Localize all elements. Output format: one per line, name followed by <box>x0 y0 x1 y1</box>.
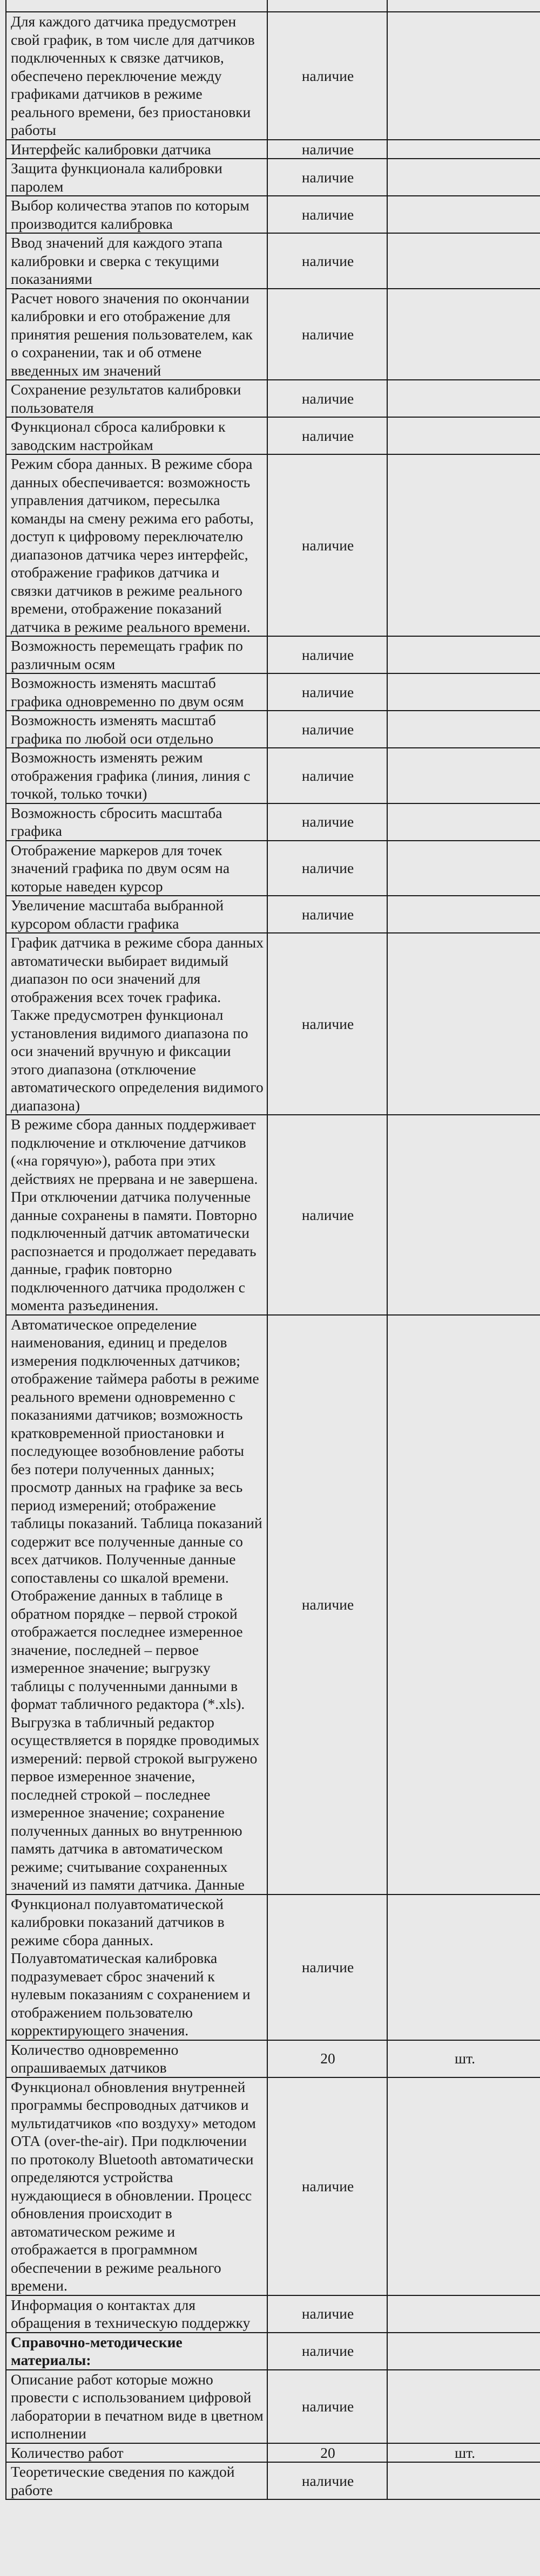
table-row <box>6 1115 540 1315</box>
description-text: Режим сбора данных. В режиме сбора данных обеспечивается: возможность управления датчиком, пересылка команды на смену режима его работы, доступ к цифровому переключателю диапазонов датчика через интерфейс, отображение графиков датчика и связки датчиков в режиме реального времени, отображение показаний датчика в режиме реального времени. <box>11 455 254 635</box>
value-cell: наличие <box>267 289 387 380</box>
value-cell: наличие <box>267 2295 387 2333</box>
description-text: Интерфейс калибровки датчика <box>11 140 211 158</box>
description-text: Функционал сброса калибровки к заводским настройкам <box>11 418 226 453</box>
description-cell <box>6 2370 267 2443</box>
value-cell: наличие <box>267 636 387 673</box>
unit-cell <box>387 0 540 12</box>
table-row <box>6 2040 540 2077</box>
description-cell <box>6 1115 267 1315</box>
description-cell <box>6 140 267 159</box>
description-cell <box>6 454 267 636</box>
unit-cell <box>387 711 540 748</box>
value-cell: наличие <box>267 2462 387 2499</box>
unit-cell <box>387 2462 540 2499</box>
unit-cell <box>387 803 540 841</box>
unit-cell <box>387 748 540 803</box>
unit-cell <box>387 233 540 289</box>
table-row <box>6 2333 540 2370</box>
description-cell <box>6 12 267 140</box>
value-cell: наличие <box>267 933 387 1115</box>
description-cell <box>6 289 267 380</box>
description-text: В режиме сбора данных поддерживает подключение и отключение датчиков («на горячую»), работа при этих действиях не прервана и не завершена. При отключении датчика полученные данные сохранены в памяти. Повторно подключенный датчик автоматически распознается и продолжает передавать данные, график повторно подключенного датчика продолжен с момента разъединения. <box>11 1116 258 1313</box>
description-text: Автоматическое определение наименования, единиц и пределов измерения подключенных датчиков; отображение таймера работы в режиме реального времени одновременно с показаниями датчиков; возможность кратковременной приостановки и последующее возобновление работы без потери полученных данных; просмотр данных на графике за весь период измерений; отображение таблицы показаний. Таблица показаний содержит все полученные данные со всех датчиков. Полученные данные сопоставлены со шкалой времени. Отображение данных в таблице в обратном порядке – первой строкой отображается последнее измеренное значение, последней – первое измеренное значение; выгрузку таблицы с полученными данными в формат табличного редактора (*.xls). Выгрузка в табличный редактор осуществляется в порядке проводимых измерений: первой строкой выгружено первое измеренное значение, последней строкой – последнее измеренное значение; сохранение полученных данных во внутреннюю память датчика в автоматическом режиме; считывание сохраненных значений из памяти датчика. Данные <box>11 1316 262 1893</box>
value-cell <box>267 0 387 12</box>
table-row <box>6 711 540 748</box>
description-text: Описание работ которые можно провести с использованием цифровой лаборатории в печатном виде в цветном исполнении <box>11 2370 264 2442</box>
description-cell <box>6 1894 267 2040</box>
description-cell <box>6 2295 267 2333</box>
unit-cell <box>387 1115 540 1315</box>
value-cell: наличие <box>267 233 387 289</box>
table-row <box>6 289 540 380</box>
description-cell <box>6 748 267 803</box>
description-cell <box>6 933 267 1115</box>
description-text: Функционал обновления внутренней программы беспроводных датчиков и мультидатчиков «по воздуху» методом ОТА (over-the-air). При подключении по протоколу Bluetooth автоматически определяются устройства нуждающиеся в обновлении. Процесс обновления происходит в автоматическом режиме и отображается в программном обеспечении в режиме реального времени. <box>11 2078 256 2294</box>
value-cell: наличие <box>267 748 387 803</box>
description-text: Для каждого датчика предусмотрен свой график, в том числе для датчиков подключенных к связке датчиков, обеспечено переключение между графиками датчиков в режиме реального времени, без приостановки работы <box>11 13 255 138</box>
unit-cell <box>387 933 540 1115</box>
table-row <box>6 673 540 711</box>
table-row <box>6 2295 540 2333</box>
value-cell: наличие <box>267 711 387 748</box>
description-text: Ввод значений для каждого этапа калибровки и сверка с текущими показаниями <box>11 234 222 287</box>
value-cell: наличие <box>267 2370 387 2443</box>
unit-cell <box>387 196 540 233</box>
table-row <box>6 233 540 289</box>
unit-cell <box>387 2333 540 2370</box>
unit-cell <box>387 673 540 711</box>
unit-cell <box>387 140 540 159</box>
unit-cell: шт. <box>387 2443 540 2463</box>
description-text: Увеличение масштаба выбранной курсором области графика <box>11 897 224 932</box>
value-cell: наличие <box>267 12 387 140</box>
description-cell <box>6 2462 267 2499</box>
table-row <box>6 933 540 1115</box>
table-row <box>6 159 540 196</box>
table-row <box>6 417 540 454</box>
unit-cell <box>387 159 540 196</box>
value-cell: наличие <box>267 1894 387 2040</box>
table-row <box>6 196 540 233</box>
description-text: Сохранение результатов калибровки пользователя <box>11 381 241 416</box>
description-cell <box>6 380 267 417</box>
table-row <box>6 140 540 159</box>
unit-cell <box>387 289 540 380</box>
table-row <box>6 380 540 417</box>
table-row <box>6 636 540 673</box>
description-text: Возможность изменять масштаб графика одновременно по двум осям <box>11 674 244 710</box>
value-cell: 20 <box>267 2443 387 2463</box>
description-cell <box>6 1315 267 1894</box>
unit-cell <box>387 380 540 417</box>
table-row <box>6 2370 540 2443</box>
unit-cell <box>387 2295 540 2333</box>
section-heading-cell <box>6 2333 267 2370</box>
description-text: Отображение маркеров для точек значений графика по двум осям на которые наведен курсор <box>11 841 230 895</box>
description-text: Информация о контактах для обращения в техническую поддержку <box>11 2296 251 2331</box>
table-row <box>6 896 540 933</box>
value-cell: наличие <box>267 1115 387 1315</box>
description-text: Расчет нового значения по окончании калибровки и его отображение для принятия решения пользователем, как о сохранении, так и об отмене введенных им значений <box>11 289 253 379</box>
value-cell: наличие <box>267 673 387 711</box>
specification-table <box>5 0 540 2500</box>
value-cell: 20 <box>267 2040 387 2077</box>
description-cell <box>6 2443 267 2463</box>
description-text: Количество работ <box>11 2444 124 2461</box>
table-row <box>6 1894 540 2040</box>
description-cell <box>6 711 267 748</box>
value-cell: наличие <box>267 380 387 417</box>
value-cell: наличие <box>267 454 387 636</box>
table-row <box>6 841 540 896</box>
description-text: Защита функционала калибровки паролем <box>11 160 222 195</box>
table-row <box>6 12 540 140</box>
table-row <box>6 2462 540 2499</box>
table-row <box>6 0 540 12</box>
description-cell <box>6 196 267 233</box>
value-cell: наличие <box>267 417 387 454</box>
description-text: Возможность перемещать график по различным осям <box>11 637 243 672</box>
unit-cell <box>387 2077 540 2295</box>
description-cell <box>6 673 267 711</box>
description-text: Выбор количества этапов по которым производится калибровка <box>11 197 249 232</box>
table-row <box>6 1315 540 1894</box>
description-text: Теоретические сведения по каждой работе <box>11 2463 235 2498</box>
value-cell: наличие <box>267 159 387 196</box>
description-text: Возможность изменять режим отображения графика (линия, линия с точкой, только точки) <box>11 749 251 802</box>
table-row <box>6 803 540 841</box>
unit-cell <box>387 2370 540 2443</box>
value-cell: наличие <box>267 2077 387 2295</box>
description-cell <box>6 2040 267 2077</box>
unit-cell <box>387 454 540 636</box>
table-row <box>6 2077 540 2295</box>
description-cell <box>6 159 267 196</box>
unit-cell <box>387 1315 540 1894</box>
value-cell: наличие <box>267 140 387 159</box>
description-cell <box>6 803 267 841</box>
unit-cell <box>387 417 540 454</box>
description-cell <box>6 636 267 673</box>
table-row <box>6 2443 540 2463</box>
specification-table-body <box>6 0 540 2499</box>
description-text: Функционал полуавтоматической калибровки показаний датчиков в режиме сбора данных. Полуавтоматическая калибровка подразумевает сброс значений к нулевым показаниям с сохранением и отображением пользователю корректирующего значения. <box>11 1895 251 2039</box>
unit-cell <box>387 1894 540 2040</box>
value-cell: наличие <box>267 196 387 233</box>
description-text: Возможность сбросить масштаба графика <box>11 804 222 839</box>
unit-cell: шт. <box>387 2040 540 2077</box>
value-cell: наличие <box>267 896 387 933</box>
value-cell: наличие <box>267 841 387 896</box>
value-cell: наличие <box>267 803 387 841</box>
description-cell <box>6 233 267 289</box>
table-row <box>6 454 540 636</box>
unit-cell <box>387 636 540 673</box>
unit-cell <box>387 12 540 140</box>
description-cell <box>6 2077 267 2295</box>
unit-cell <box>387 841 540 896</box>
description-text: График датчика в режиме сбора данных автоматически выбирает видимый диапазон по оси значений для отображения всех точек графика. Также предусмотрен функционал установления видимого диапазона по оси значений вручную и фиксации этого диапазона (отключение автоматического определения видимого диапазона) <box>11 934 264 1114</box>
description-cell <box>6 0 267 12</box>
description-cell <box>6 417 267 454</box>
description-cell <box>6 896 267 933</box>
value-cell: наличие <box>267 1315 387 1894</box>
value-cell: наличие <box>267 2333 387 2370</box>
table-row <box>6 748 540 803</box>
unit-cell <box>387 896 540 933</box>
description-text: Количество одновременно опрашиваемых датчиков <box>11 2041 179 2076</box>
description-text: Справочно-методические материалы: <box>11 2333 183 2368</box>
description-text: Возможность изменять масштаб графика по любой оси отдельно <box>11 712 216 747</box>
description-cell <box>6 841 267 896</box>
